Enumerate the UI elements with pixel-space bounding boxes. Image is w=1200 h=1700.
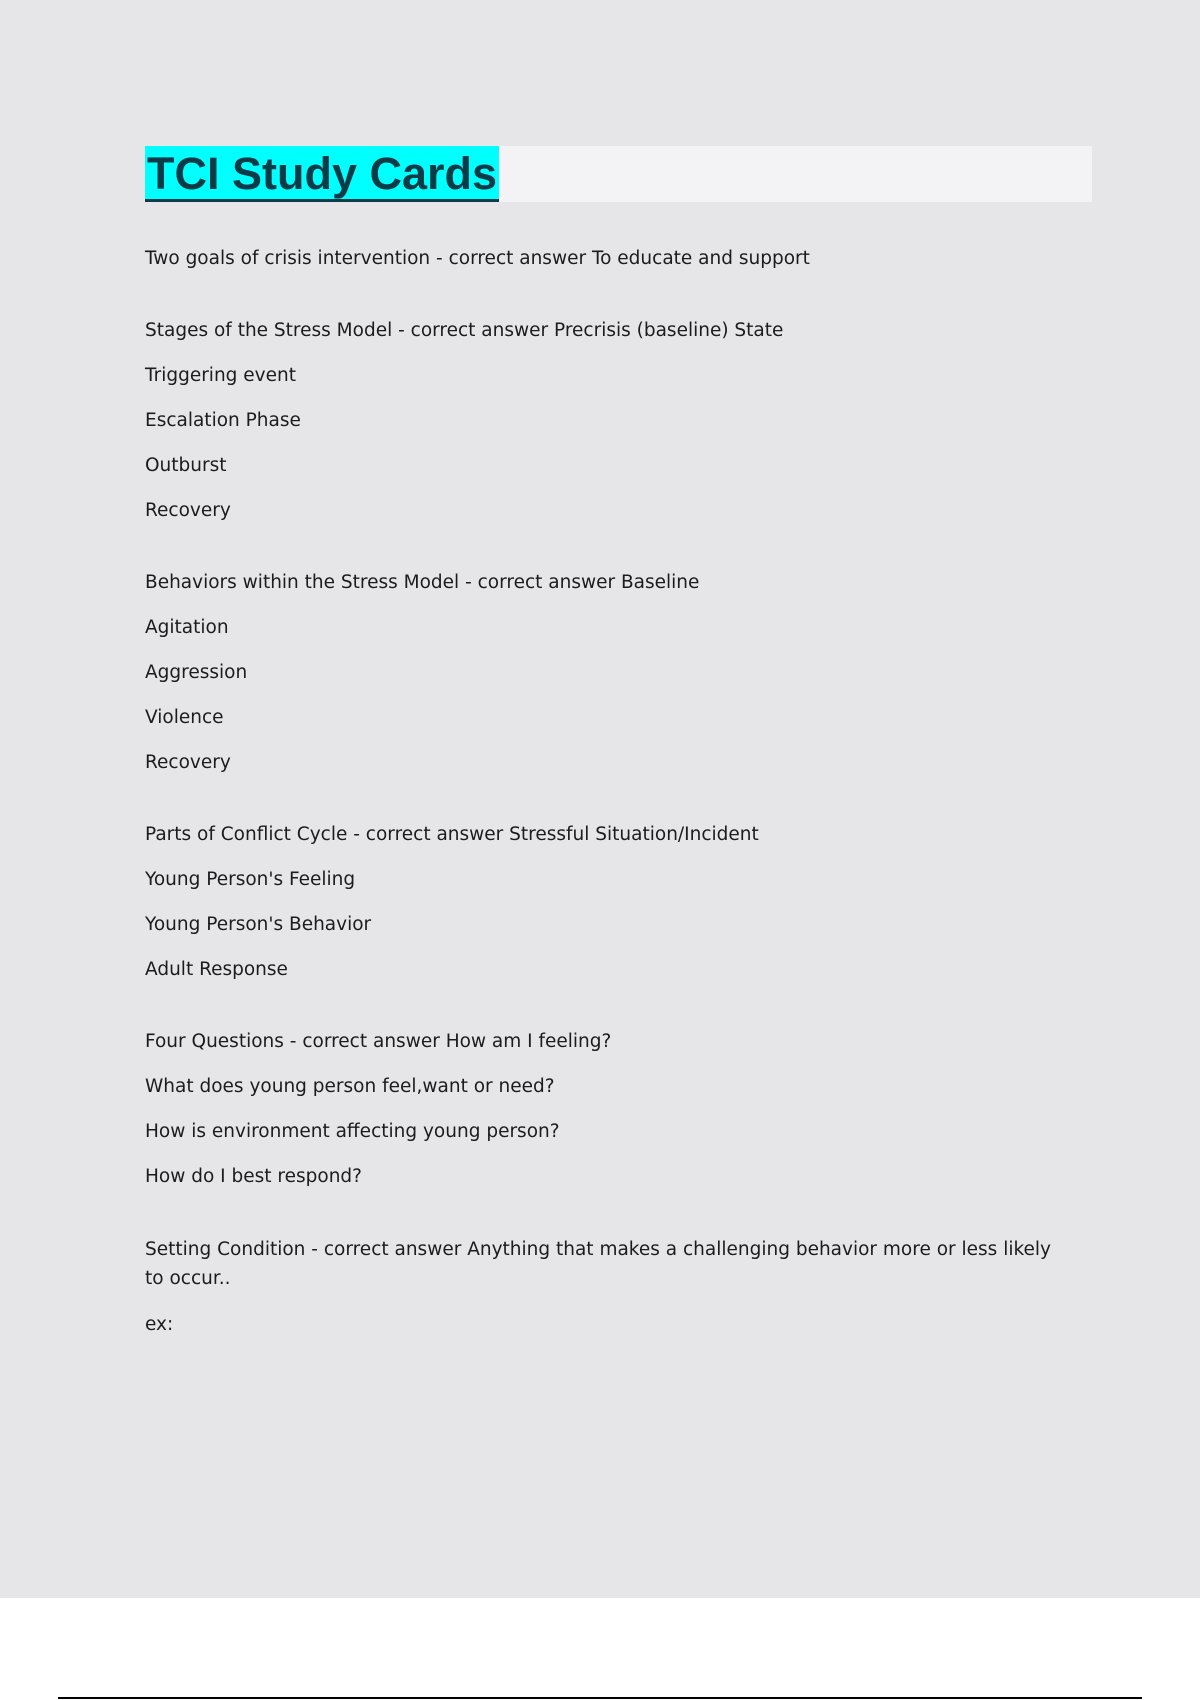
study-card-stress-model-behaviors [145,569,1075,776]
card-line: How do I best respond? [145,1166,362,1187]
study-card-crisis-goals [145,245,1075,272]
card-line: Four Questions - correct answer How am I feeling? [145,1031,612,1052]
card-line: Setting Condition - correct answer Anything that makes a challenging behavior more or less likely to occur.. [145,1239,1051,1289]
card-line: Recovery [145,500,231,521]
study-cards-content [145,245,1075,1383]
card-line: Agitation [145,617,229,638]
card-line: Young Person's Feeling [145,869,356,890]
study-card-four-questions [145,1028,1075,1190]
footer-divider [58,1697,1142,1699]
study-card-conflict-cycle [145,821,1075,983]
card-line: Young Person's Behavior [145,914,372,935]
card-line: Recovery [145,752,231,773]
card-line: Parts of Conflict Cycle - correct answer Stressful Situation/Incident [145,824,759,845]
card-line: What does young person feel,want or need? [145,1076,555,1097]
card-line: ex: [145,1314,174,1335]
study-card-stress-model-stages [145,317,1075,524]
study-card-setting-condition [145,1235,1075,1338]
card-line: Outburst [145,455,227,476]
document-title: TCI Study Cards [145,146,499,202]
card-line: Violence [145,707,224,728]
card-line: How is environment affecting young person? [145,1121,560,1142]
card-line: Behaviors within the Stress Model - correct answer Baseline [145,572,700,593]
card-line: Adult Response [145,959,288,980]
card-line: Two goals of crisis intervention - correct answer To educate and support [145,248,810,269]
card-line: Escalation Phase [145,410,301,431]
card-line: Triggering event [145,365,296,386]
card-line: Aggression [145,662,248,683]
card-line: Stages of the Stress Model - correct answer Precrisis (baseline) State [145,320,784,341]
